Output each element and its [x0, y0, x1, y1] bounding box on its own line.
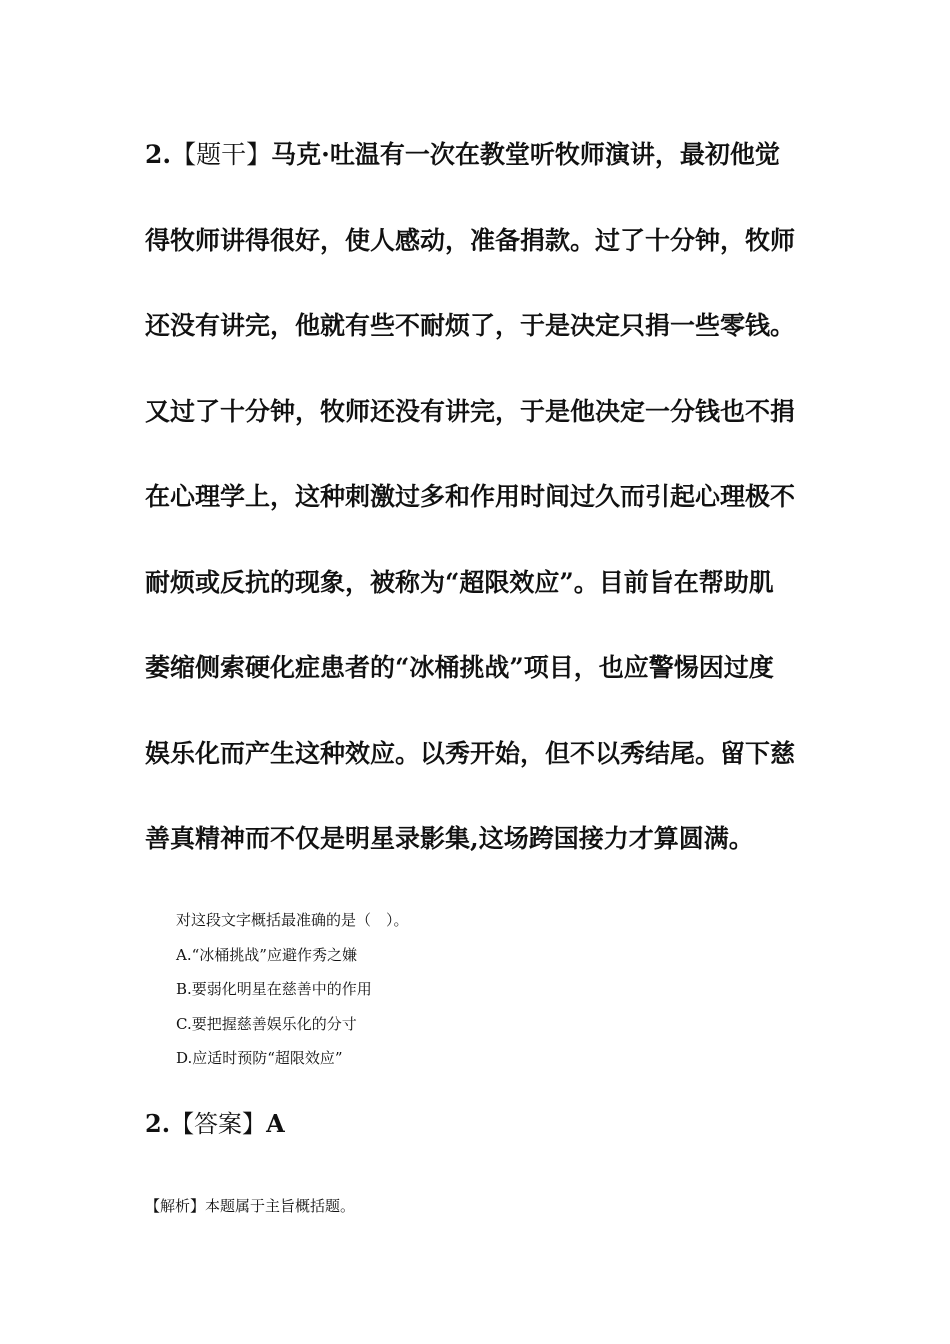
option-a: A.“冰桶挑战”应避作秀之嫌: [176, 945, 357, 964]
question-prompt: 对这段文字概括最准确的是（ ）。: [176, 911, 409, 929]
option-b: B.要弱化明星在慈善中的作用: [176, 980, 372, 998]
stem-tag: 【题干】: [171, 140, 272, 169]
stem-line: [145, 120, 810, 206]
answer-number: 2.: [145, 1109, 171, 1138]
answer-tag: 【答案】: [170, 1110, 267, 1138]
stem-line: 又过了十分钟，牧师还没有讲完，于是他决定一分钱也不捐: [145, 396, 796, 426]
answer-value: A: [266, 1109, 285, 1138]
stem-line: 在心理学上，这种刺激过多和作用时间过久而引起心理极不: [145, 482, 796, 511]
analysis-line: [145, 1192, 355, 1220]
analysis-tag: 【解析】: [145, 1197, 206, 1215]
question-block: [176, 905, 776, 1078]
stem-line: 萎缩侧索硬化症患者的“冰桶挑战”项目，也应警惕因过度: [145, 653, 774, 682]
stem-line: 得牧师讲得很好，使人感动，准备捐款。过了十分钟，牧师: [145, 225, 796, 255]
option-c: C.要把握慈善娱乐化的分寸: [176, 1014, 357, 1033]
stem-line: 善真精神而不仅是明星录影集,这场跨国接力才算圆满。: [145, 824, 754, 853]
stem-text: 马克·吐温有一次在教堂听牧师演讲，最初他觉: [271, 140, 780, 169]
analysis-text: 本题属于主旨概括题。: [205, 1197, 356, 1215]
answer-line: [145, 1106, 285, 1142]
question-stem: [145, 120, 810, 890]
stem-line: 耐烦或反抗的现象，被称为“超限效应”。目前旨在帮助肌: [145, 567, 774, 597]
stem-line: 娱乐化而产生这种效应。以秀开始，但不以秀结尾。留下慈: [145, 738, 796, 768]
question-number: 2.: [145, 140, 172, 169]
option-d: D.应适时预防“超限效应”: [176, 1049, 343, 1067]
stem-line: 还没有讲完，他就有些不耐烦了，于是决定只捐一些零钱。: [145, 311, 796, 340]
